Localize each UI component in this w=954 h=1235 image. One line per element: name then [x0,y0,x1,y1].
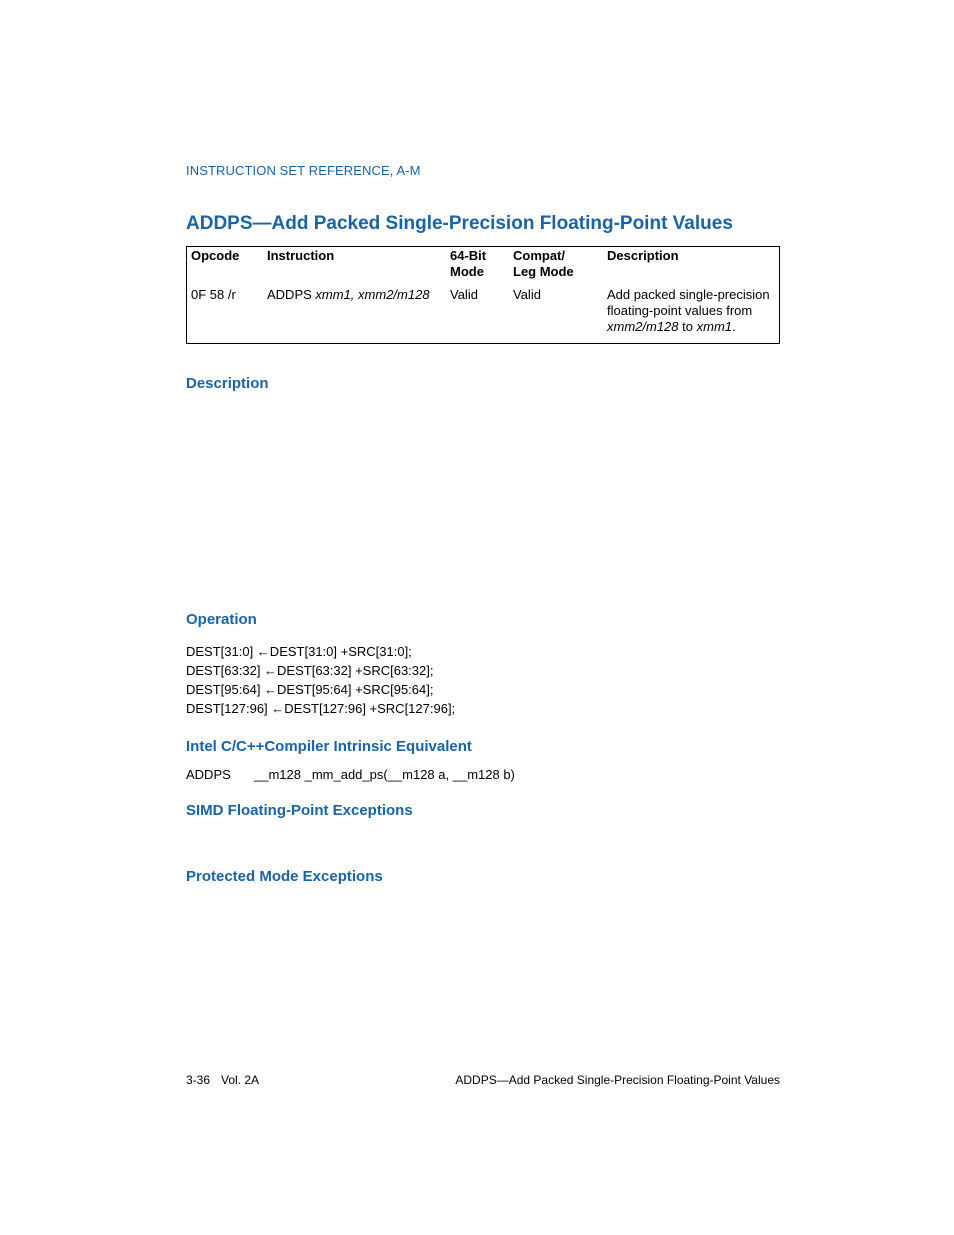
operation-line: DEST[63:32] ←DEST[63:32] +SRC[63:32]; [186,663,434,678]
desc-line2: floating-point values from [607,303,753,318]
cell-compat-mode: Valid [513,287,541,302]
section-heading-simd-exceptions: SIMD Floating-Point Exceptions [186,802,413,819]
intrinsic-mnemonic: ADDPS [186,767,231,782]
opcode-table [186,246,780,344]
cell-64bit-mode: Valid [450,287,478,302]
header-compat-mode [513,248,574,280]
header-opcode: Opcode [191,248,240,263]
desc-operand-src: xmm2/m128 [607,319,679,334]
page-title: ADDPS—Add Packed Single-Precision Floating-Point Values [186,213,733,234]
header-compat-line1: Compat/ [513,248,565,263]
header-instruction: Instruction [267,248,335,263]
section-heading-intrinsic: Intel C/C++Compiler Intrinsic Equivalent [186,738,472,755]
section-heading-protected-mode: Protected Mode Exceptions [186,868,383,885]
desc-operand-dest: xmm1 [696,319,733,334]
operation-line: DEST[127:96] ←DEST[127:96] +SRC[127:96]; [186,701,456,716]
running-header: INSTRUCTION SET REFERENCE, A-M [186,163,421,178]
header-64bit-mode [450,248,486,280]
header-compat-line2: Leg Mode [513,264,574,279]
header-64bit-line1: 64-Bit [450,248,487,263]
footer-volume: Vol. 2A [221,1073,260,1087]
header-description: Description [607,248,679,263]
intrinsic-signature: __m128 _mm_add_ps(__m128 a, __m128 b) [254,767,515,782]
desc-to: to [682,319,693,334]
footer-page-number: 3-36 [186,1073,211,1087]
section-heading-operation: Operation [186,611,257,628]
section-heading-description: Description [186,375,269,392]
footer-running-title: ADDPS—Add Packed Single-Precision Floating-Point Values [455,1073,780,1087]
operation-line: DEST[95:64] ←DEST[95:64] +SRC[95:64]; [186,682,434,697]
instruction-operands: xmm1, xmm2/m128 [315,287,430,302]
header-64bit-line2: Mode [450,264,484,279]
cell-opcode: 0F 58 /r [191,287,236,302]
operation-line: DEST[31:0] ←DEST[31:0] +SRC[31:0]; [186,644,412,659]
instruction-mnemonic: ADDPS [267,287,312,302]
desc-line1: Add packed single-precision [607,287,770,302]
cell-description [607,287,777,335]
cell-instruction [267,287,430,303]
desc-period: . [732,319,736,334]
